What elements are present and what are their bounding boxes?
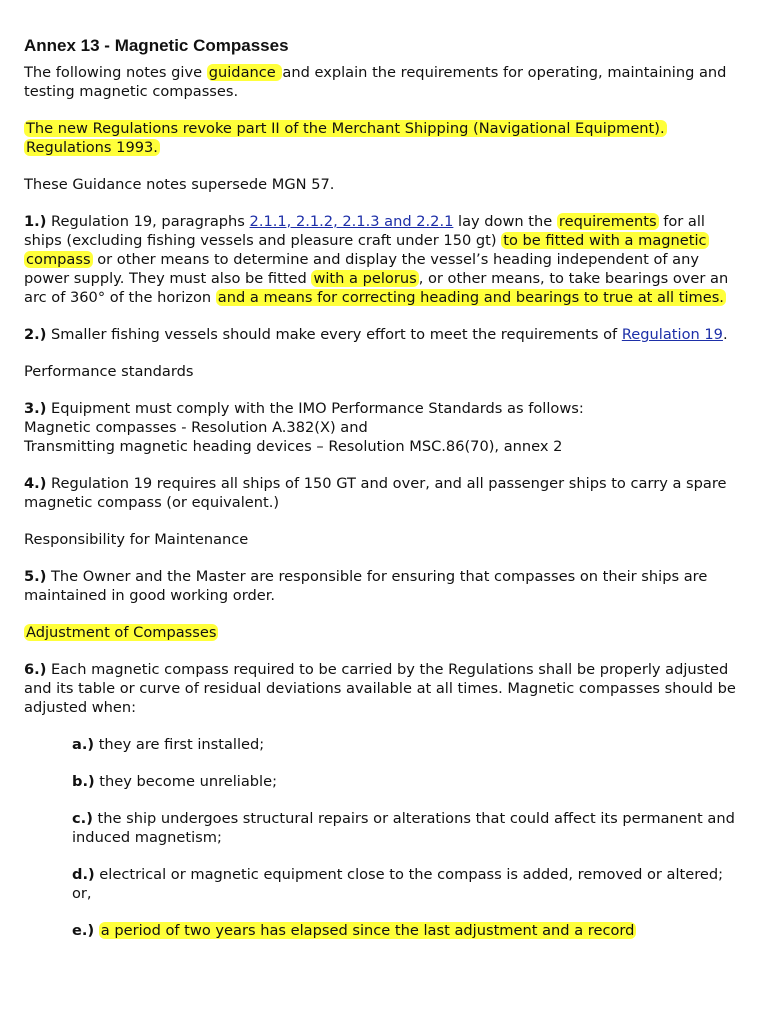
heading-adjustment-compasses — [24, 623, 744, 642]
p3-line-2: Magnetic compasses - Resolution A.382(X) and — [24, 419, 368, 436]
list-item-b — [72, 772, 744, 791]
p3-line-3: Transmitting magnetic heading devices – Resolution MSC.86(70), annex 2 — [24, 438, 563, 455]
paragraph-3 — [24, 399, 744, 456]
paragraph-4 — [24, 474, 744, 512]
highlight-adjustment-heading: Adjustment of Compasses — [26, 624, 217, 641]
intro-paragraph — [24, 63, 744, 101]
heading-responsibility-maintenance: Responsibility for Maintenance — [24, 531, 249, 548]
list-item-c — [72, 809, 744, 847]
link-regulation-paragraphs[interactable]: 2.1.1, 2.1.2, 2.1.3 and 2.2.1 — [249, 213, 454, 230]
paragraph-number: 6.) — [24, 661, 47, 678]
list-item-label: c.) — [72, 810, 93, 827]
intro-text-1: The following notes give — [24, 64, 207, 81]
paragraph-1 — [24, 212, 744, 307]
p5-text: The Owner and the Master are responsible for ensuring that compasses on their ships are maintained in good working order. — [24, 568, 708, 604]
paragraph-number: 4.) — [24, 475, 47, 492]
intro-text-2: and explain the requirements for operating, maintaining and testing magnetic compasses. — [24, 64, 727, 100]
list-item-label: b.) — [72, 773, 95, 790]
list-item-label: d.) — [72, 866, 95, 883]
list-item-text: electrical or magnetic equipment close to the compass is added, removed or altered; or, — [72, 866, 724, 902]
p4-text: Regulation 19 requires all ships of 150 GT and over, and all passenger ships to carry a spare magnetic compass (or equivalent.) — [24, 475, 727, 511]
paragraph-number: 3.) — [24, 400, 47, 417]
paragraph-6 — [24, 660, 744, 717]
p1-text-1: Regulation 19, paragraphs — [46, 213, 250, 230]
list-item-text: the ship undergoes structural repairs or alterations that could affect its permanent and induced magnetism; — [72, 810, 735, 846]
p2-text-1: Smaller fishing vessels should make every effort to meet the requirements of — [46, 326, 622, 343]
heading-performance-standards: Performance standards — [24, 363, 194, 380]
p6-text: Each magnetic compass required to be carried by the Regulations shall be properly adjusted and its table or curve of residual deviations available at all times. Magnetic compasses should be adjusted when: — [24, 661, 736, 716]
highlight-two-years: a period of two years has elapsed since the last adjustment and a record — [100, 922, 635, 939]
paragraph-number: 5.) — [24, 568, 47, 585]
p1-text-5: , or other means, to take bearings over an arc of 360° of the horizon — [24, 270, 729, 306]
p1-text-4: or other means to determine and display the vessel’s heading independent of any power supply. They must also be fitted — [24, 251, 700, 287]
p2-text-2: . — [722, 326, 728, 343]
p3-line-1: Equipment must comply with the IMO Performance Standards as follows: — [46, 400, 584, 417]
list-item-text: they become unreliable; — [94, 773, 277, 790]
highlight-guidance: guidance — [208, 64, 281, 81]
link-regulation-19[interactable]: Regulation 19 — [621, 326, 723, 343]
list-item-a — [72, 735, 744, 754]
document-title: Annex 13 - Magnetic Compasses — [24, 36, 289, 55]
list-item-label: e.) — [72, 922, 95, 939]
highlight-pelorus: with a pelorus — [313, 270, 417, 287]
p1-text-3: for all ships (excluding fishing vessels and pleasure craft under 150 gt) — [24, 213, 705, 249]
paragraph-5 — [24, 567, 744, 605]
revoke-paragraph — [24, 119, 744, 157]
paragraph-2 — [24, 325, 744, 344]
highlight-magnetic-compass: to be fitted with a magnetic compass — [26, 232, 707, 268]
supersede-paragraph: These Guidance notes supersede MGN 57. — [24, 176, 335, 193]
highlight-correcting-heading: and a means for correcting heading and bearings to true at all times. — [217, 289, 724, 306]
list-item-d — [72, 865, 744, 903]
list-item-e — [72, 921, 744, 940]
highlight-revoke-note: The new Regulations revoke part II of the Merchant Shipping (Navigational Equipment). Regulations 1993. — [26, 120, 665, 156]
p1-text-2: lay down the — [453, 213, 557, 230]
highlight-requirements: requirements — [558, 213, 657, 230]
list-item-label: a.) — [72, 736, 95, 753]
paragraph-number: 1.) — [24, 213, 47, 230]
paragraph-number: 2.) — [24, 326, 47, 343]
list-item-text: they are first installed; — [94, 736, 265, 753]
